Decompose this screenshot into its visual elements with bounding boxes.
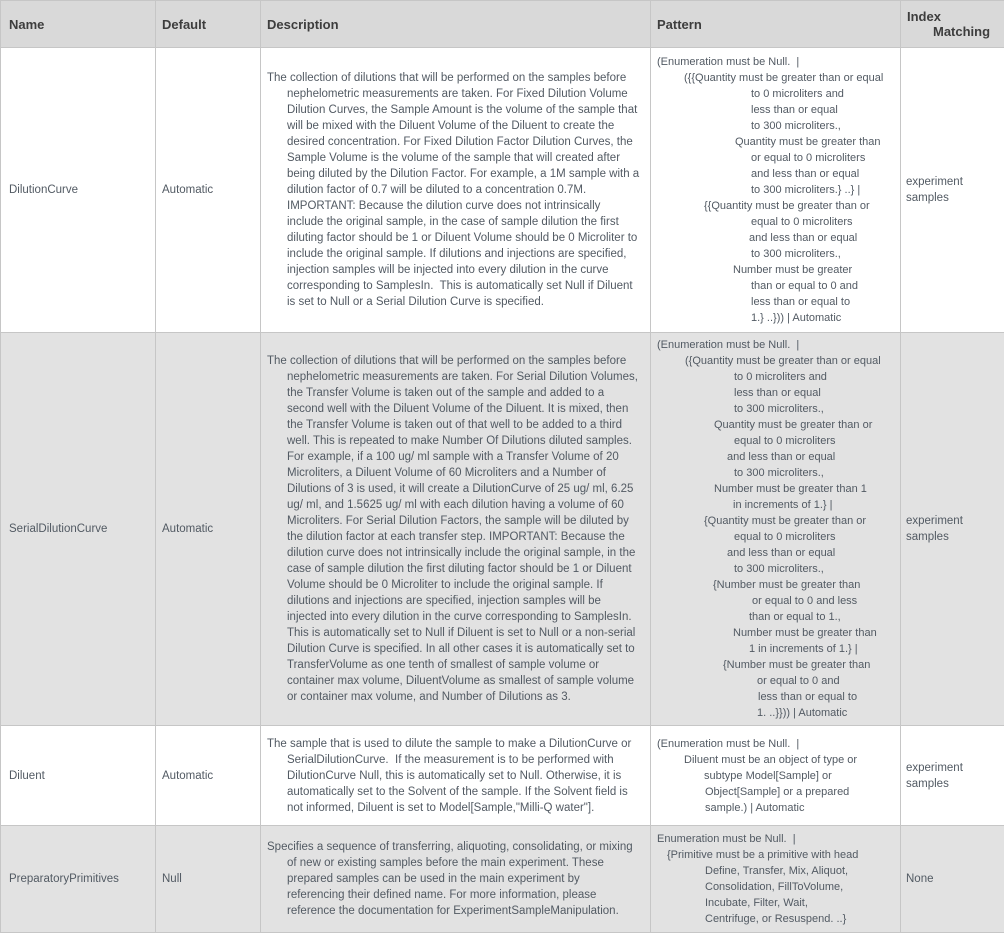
header-index-line1: Index [907, 9, 998, 24]
pattern-line: {{Quantity must be greater than or [657, 198, 896, 214]
table-row [1, 826, 1004, 933]
pattern-line: sample.) | Automatic [657, 800, 896, 816]
name-cell: Diluent [1, 726, 156, 826]
pattern-line: than or equal to 0 and [657, 278, 896, 294]
default-cell: Automatic [156, 48, 261, 333]
pattern-line: or equal to 0 microliters [657, 150, 896, 166]
description-text: Specifies a sequence of transferring, aliquoting, consolidating, or mixing of new or existing samples before the main experiment. These prepared samples can be used in the main experiment by referencing their defined name. For more information, please reference the documentation for ExperimentSampleManipulation. [267, 839, 640, 919]
pattern-line: to 0 microliters and [657, 86, 896, 102]
pattern-line: subtype Model[Sample] or [657, 768, 896, 784]
header-row [1, 1, 1004, 48]
pattern-cell [651, 48, 901, 333]
pattern-line: 1 in increments of 1.} | [657, 641, 896, 657]
name-cell: DilutionCurve [1, 48, 156, 333]
pattern-line: 1. ..}})) | Automatic [657, 705, 896, 721]
name-cell: PreparatoryPrimitives [1, 826, 156, 933]
pattern-line: Object[Sample] or a prepared [657, 784, 896, 800]
pattern-line: Number must be greater than [657, 625, 896, 641]
pattern-cell [651, 333, 901, 726]
pattern-line: ({{Quantity must be greater than or equal [657, 70, 896, 86]
table-body [1, 48, 1004, 933]
pattern-line: Consolidation, FillToVolume, [657, 879, 896, 895]
description-text: The sample that is used to dilute the sample to make a DilutionCurve or SerialDilutionCurve. If the measurement is to be performed with DilutionCurve Null, this is automatically set to Null. Otherwise, it is automatically set to the Solvent of the sample. If the Solvent field is not informed, Diluent is set to Model[Sample,"Milli-Q water"]. [267, 736, 640, 816]
pattern-line: in increments of 1.} | [657, 497, 896, 513]
pattern-line: Quantity must be greater than [657, 134, 896, 150]
pattern-line: less than or equal to [657, 689, 896, 705]
pattern-cell [651, 726, 901, 826]
pattern-line: {Quantity must be greater than or [657, 513, 896, 529]
table-row [1, 726, 1004, 826]
table-row [1, 333, 1004, 726]
index-matching-cell: experiment samples [901, 333, 1004, 726]
pattern-line: Centrifuge, or Resuspend. ..} [657, 911, 896, 927]
pattern-line: 1.} ..})) | Automatic [657, 310, 896, 326]
table-header [1, 1, 1004, 48]
column-header-default: Default [156, 1, 261, 48]
pattern-line: (Enumeration must be Null. | [657, 337, 896, 353]
index-matching-cell: None [901, 826, 1004, 933]
pattern-line: to 300 microliters., [657, 246, 896, 262]
pattern-line: to 0 microliters and [657, 369, 896, 385]
default-cell: Null [156, 826, 261, 933]
pattern-cell [651, 826, 901, 933]
pattern-line: equal to 0 microliters [657, 433, 896, 449]
description-text: The collection of dilutions that will be performed on the samples before nephelometric measurements are taken. For Serial Dilution Volumes, the Transfer Volume is taken out of the sample and added to a second well with the Diluent Volume of the Diluent. It is mixed, then the Transfer Volume is taken out of that well to be added to a third well. This is repeated to make Number Of Dilutions diluted samples. For example, if a 100 ug/ ml sample with a Transfer Volume of 20 Microliters, a Diluent Volume of 60 Microliters and a Number of Dilutions of 3 is used, it will create a DilutionCurve of 25 ug/ ml, 6.25 ug/ ml, and 1.5625 ug/ ml with each dilution having a volume of 60 Microliters. For Serial Dilution Factors, the sample will be diluted by the dilution factor at each transfer step. IMPORTANT: Because the dilution curve does not intrinsically include the original sample, in the case of sample dilution the first diluting factor should be 1 or Diluent Volume should be 0 Microliter to include the original sample. If dilutions and injections are specified, injection samples will be injected into every dilution in the curve corresponding to SamplesIn. This is automatically set to Null if Diluent is set to Null or a non-serial Dilution Curve is specified. In all other cases it is automatically set to TransferVolume as one tenth of smallest of sample volume or container max volume, DiluentVolume as smallest of sample volume or container max volume, and Number of Dilutions as 3. [267, 353, 640, 705]
pattern-line: (Enumeration must be Null. | [657, 54, 896, 70]
pattern-line: less than or equal to [657, 294, 896, 310]
pattern-line: to 300 microliters.} ..} | [657, 182, 896, 198]
pattern-line: than or equal to 1., [657, 609, 896, 625]
pattern-line: to 300 microliters., [657, 401, 896, 417]
description-text: The collection of dilutions that will be performed on the samples before nephelometric measurements are taken. For Fixed Dilution Volume Dilution Curves, the Sample Amount is the volume of the sample that will be mixed with the Diluent Volume of the Diluent to create the desired concentration. For Fixed Dilution Factor Dilution Curves, the Sample Volume is the volume of the sample that will created after being diluted by the Dilution Factor. For example, a 1M sample with a dilution factor of 0.7 will be diluted to a concentration 0.7M. IMPORTANT: Because the dilution curve does not intrinsically include the original sample, in the case of sample dilution the first diluting factor should be 1 or Diluent Volume should be 0 Microliter to include the original sample. If dilutions and injections are specified, injection samples will be injected into every dilution in the curve corresponding to SamplesIn. This is automatically set Null if Diluent is set to Null or a Serial Dilution Curve is specified. [267, 70, 640, 310]
description-cell [261, 48, 651, 333]
pattern-line: to 300 microliters., [657, 118, 896, 134]
column-header-description: Description [261, 1, 651, 48]
table-row [1, 48, 1004, 333]
description-cell [261, 333, 651, 726]
pattern-line: and less than or equal [657, 166, 896, 182]
default-cell: Automatic [156, 333, 261, 726]
column-header-name: Name [1, 1, 156, 48]
pattern-line: Enumeration must be Null. | [657, 831, 896, 847]
pattern-line: Quantity must be greater than or [657, 417, 896, 433]
description-cell [261, 826, 651, 933]
pattern-line: equal to 0 microliters [657, 214, 896, 230]
pattern-line: {Primitive must be a primitive with head [657, 847, 896, 863]
pattern-line: less than or equal [657, 102, 896, 118]
pattern-line: Incubate, Filter, Wait, [657, 895, 896, 911]
name-cell: SerialDilutionCurve [1, 333, 156, 726]
column-header-index-matching [901, 1, 1004, 48]
header-index-line2: Matching [933, 24, 998, 39]
pattern-line: Diluent must be an object of type or [657, 752, 896, 768]
default-cell: Automatic [156, 726, 261, 826]
pattern-line: Number must be greater [657, 262, 896, 278]
pattern-line: equal to 0 microliters [657, 529, 896, 545]
pattern-line: to 300 microliters., [657, 561, 896, 577]
pattern-line: less than or equal [657, 385, 896, 401]
pattern-line: (Enumeration must be Null. | [657, 736, 896, 752]
column-header-pattern: Pattern [651, 1, 901, 48]
pattern-line: and less than or equal [657, 545, 896, 561]
pattern-line: to 300 microliters., [657, 465, 896, 481]
pattern-line: {Number must be greater than [657, 657, 896, 673]
pattern-line: Define, Transfer, Mix, Aliquot, [657, 863, 896, 879]
index-matching-cell: experiment samples [901, 48, 1004, 333]
pattern-line: and less than or equal [657, 449, 896, 465]
pattern-line: or equal to 0 and [657, 673, 896, 689]
pattern-line: or equal to 0 and less [657, 593, 896, 609]
pattern-line: Number must be greater than 1 [657, 481, 896, 497]
pattern-line: ({Quantity must be greater than or equal [657, 353, 896, 369]
description-cell [261, 726, 651, 826]
index-matching-cell: experiment samples [901, 726, 1004, 826]
pattern-line: {Number must be greater than [657, 577, 896, 593]
pattern-line: and less than or equal [657, 230, 896, 246]
